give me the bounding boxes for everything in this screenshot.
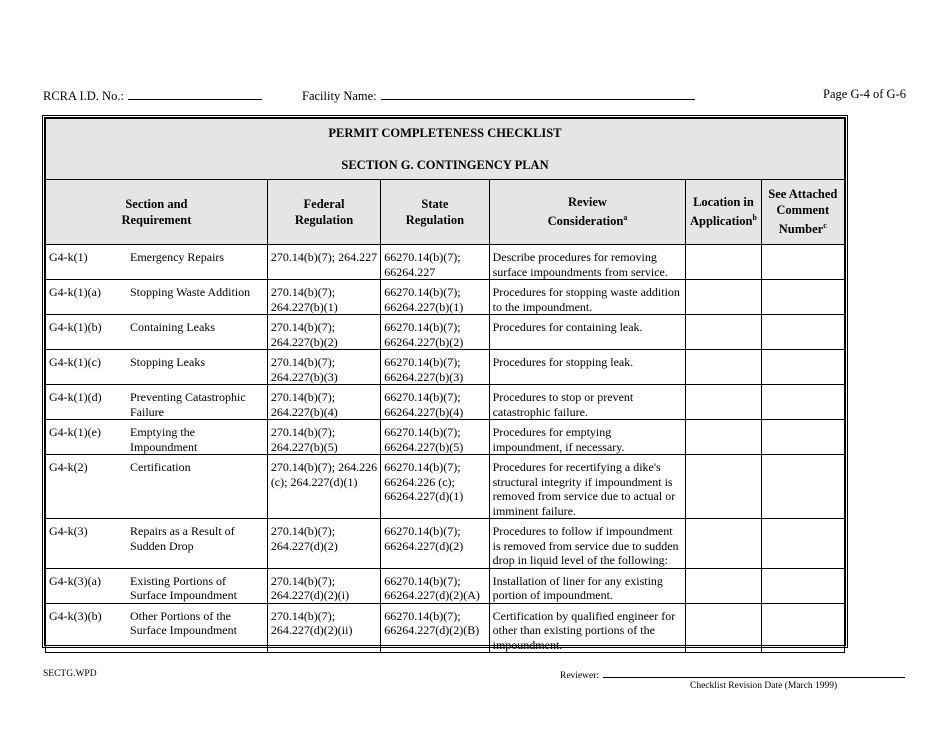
comment-number-cell[interactable] [761,420,844,455]
comment-number-cell[interactable] [761,280,844,315]
requirement-name: Emptying the Impoundment [130,425,198,454]
review-consideration: Describe procedures for removing surface impoundments from service. [489,245,686,280]
requirement-cell [46,245,268,280]
table-row [46,350,845,385]
checklist-frame [42,115,848,652]
comment-number-cell[interactable] [761,603,844,653]
requirement-id: G4-k(3)(b) [49,608,102,623]
section-title: SECTION G. CONTINGENCY PLAN [341,158,549,172]
requirement-id: G4-k(1)(e) [49,425,101,439]
state-regulation: 66270.14(b)(7); 66264.226 (c); 66264.227(d)(1) [381,455,489,519]
table-row [46,245,845,280]
requirement-name: Containing Leaks [130,320,215,334]
col-header-comment: See Attached Comment Number$^c$ [761,180,844,245]
reviewer-label: Reviewer: [560,671,600,681]
state-regulation: 66270.14(b)(7); 66264.227(b)(4) [381,385,489,420]
location-in-application-cell[interactable] [686,315,761,350]
checklist-title: PERMIT COMPLETENESS CHECKLIST [328,126,562,140]
federal-regulation: 270.14(b)(7); 264.226 (c); 264.227(d)(1) [267,455,380,519]
federal-regulation: 270.14(b)(7); 264.227(b)(1) [267,280,380,315]
requirement-cell [46,519,268,569]
requirement-name: Preventing Catastrophic Failure [130,390,246,419]
federal-regulation: 270.14(b)(7); 264.227(b)(5) [267,420,380,455]
page-header [43,87,906,105]
table-row [46,315,845,350]
federal-regulation: 270.14(b)(7); 264.227(b)(4) [267,385,380,420]
column-header-row [46,180,845,245]
comment-number-cell[interactable] [761,315,844,350]
federal-regulation: 270.14(b)(7); 264.227(d)(2)(ii) [267,603,380,653]
rcra-id-field [43,87,262,104]
state-regulation: 66270.14(b)(7); 66264.227 [381,245,489,280]
comment-number-cell[interactable] [761,385,844,420]
requirement-name: Certification [130,460,191,474]
review-consideration: Procedures to stop or prevent catastrophic failure. [489,385,686,420]
review-consideration: Certification by qualified engineer for other than existing portions of the impoundment. [489,603,686,653]
requirement-cell [46,385,268,420]
comment-number-cell[interactable] [761,568,844,603]
requirement-cell [46,420,268,455]
revision-date: Checklist Revision Date (March 1999) [690,681,838,691]
requirement-name: Existing Portions of Surface Impoundment [130,573,237,602]
review-consideration: Procedures for containing leak. [489,315,686,350]
review-consideration: Procedures for stopping leak. [489,350,686,385]
col-header-section: Section and Requirement [46,180,268,245]
state-regulation: 66270.14(b)(7); 66264.227(b)(1) [381,280,489,315]
requirement-id: G4-k(2) [49,460,88,474]
requirement-name: Other Portions of the Surface Impoundment [130,608,237,637]
facility-name-label: Facility Name: [302,89,377,103]
requirement-cell [46,568,268,603]
requirement-id: G4-k(1) [49,250,88,264]
state-regulation: 66270.14(b)(7); 66264.227(b)(2) [381,315,489,350]
federal-regulation: 270.14(b)(7); 264.227(b)(3) [267,350,380,385]
location-in-application-cell[interactable] [686,455,761,519]
location-in-application-cell[interactable] [686,385,761,420]
table-row [46,385,845,420]
col-header-state: State Regulation [381,180,489,245]
state-regulation: 66270.14(b)(7); 66264.227(b)(3) [381,350,489,385]
requirement-cell [46,315,268,350]
rcra-id-blank[interactable] [128,87,262,100]
requirement-id: G4-k(1)(a) [49,285,101,299]
requirement-cell [46,455,268,519]
facility-name-blank[interactable] [381,87,695,100]
table-row [46,603,845,653]
federal-regulation: 270.14(b)(7); 264.227(d)(2)(i) [267,568,380,603]
requirement-cell [46,350,268,385]
requirement-name: Emergency Repairs [130,250,225,264]
reviewer-blank[interactable] [603,669,905,678]
comment-number-cell[interactable] [761,455,844,519]
page-number: Page G-4 of G-6 [823,87,906,101]
file-name: SECTG.WPD [43,669,97,679]
requirement-cell [46,603,268,653]
review-consideration: Procedures for emptying impoundment, if necessary. [489,420,686,455]
requirement-cell [46,280,268,315]
review-consideration: Procedures for recertifying a dike's structural integrity if impoundment is removed from service due to actual or imminent failure. [489,455,686,519]
requirement-id: G4-k(1)(c) [49,355,101,369]
federal-regulation: 270.14(b)(7); 264.227(b)(2) [267,315,380,350]
col-header-federal: Federal Regulation [267,180,380,245]
location-in-application-cell[interactable] [686,280,761,315]
location-in-application-cell[interactable] [686,603,761,653]
table-row [46,455,845,519]
location-in-application-cell[interactable] [686,420,761,455]
location-in-application-cell[interactable] [686,245,761,280]
review-consideration: Procedures for stopping waste addition to the impoundment. [489,280,686,315]
review-consideration: Installation of liner for any existing portion of impoundment. [489,568,686,603]
col-header-location: Location in Application$^b$ [686,180,761,245]
table-row [46,280,845,315]
facility-name-field [302,87,695,104]
comment-number-cell[interactable] [761,245,844,280]
checklist-table [45,118,845,653]
comment-number-cell[interactable] [761,350,844,385]
location-in-application-cell[interactable] [686,350,761,385]
requirement-id: G4-k(3)(a) [49,573,101,588]
reviewer-field [560,669,905,681]
state-regulation: 66270.14(b)(7); 66264.227(d)(2)(A) [381,568,489,603]
state-regulation: 66270.14(b)(7); 66264.227(d)(2)(B) [381,603,489,653]
state-regulation: 66270.14(b)(7); 66264.227(d)(2) [381,519,489,569]
table-row [46,568,845,603]
federal-regulation: 270.14(b)(7); 264.227 [267,245,380,280]
table-title-cell [46,119,845,180]
col-header-review: Review Consideration$^a$ [489,180,686,245]
requirement-id: G4-k(1)(b) [49,320,102,334]
comment-number-cell[interactable] [761,519,844,569]
table-row [46,519,845,569]
location-in-application-cell[interactable] [686,519,761,569]
state-regulation: 66270.14(b)(7); 66264.227(b)(5) [381,420,489,455]
review-consideration: Procedures to follow if impoundment is removed from service due to sudden drop in liquid level of the following: [489,519,686,569]
table-row [46,420,845,455]
location-in-application-cell[interactable] [686,568,761,603]
requirement-name: Repairs as a Result of Sudden Drop [130,524,235,553]
requirement-id: G4-k(1)(d) [49,390,102,404]
requirement-name: Stopping Waste Addition [130,285,251,299]
requirement-id: G4-k(3) [49,524,88,538]
federal-regulation: 270.14(b)(7); 264.227(d)(2) [267,519,380,569]
rcra-id-label: RCRA I.D. No.: [43,89,124,103]
requirement-name: Stopping Leaks [130,355,205,369]
